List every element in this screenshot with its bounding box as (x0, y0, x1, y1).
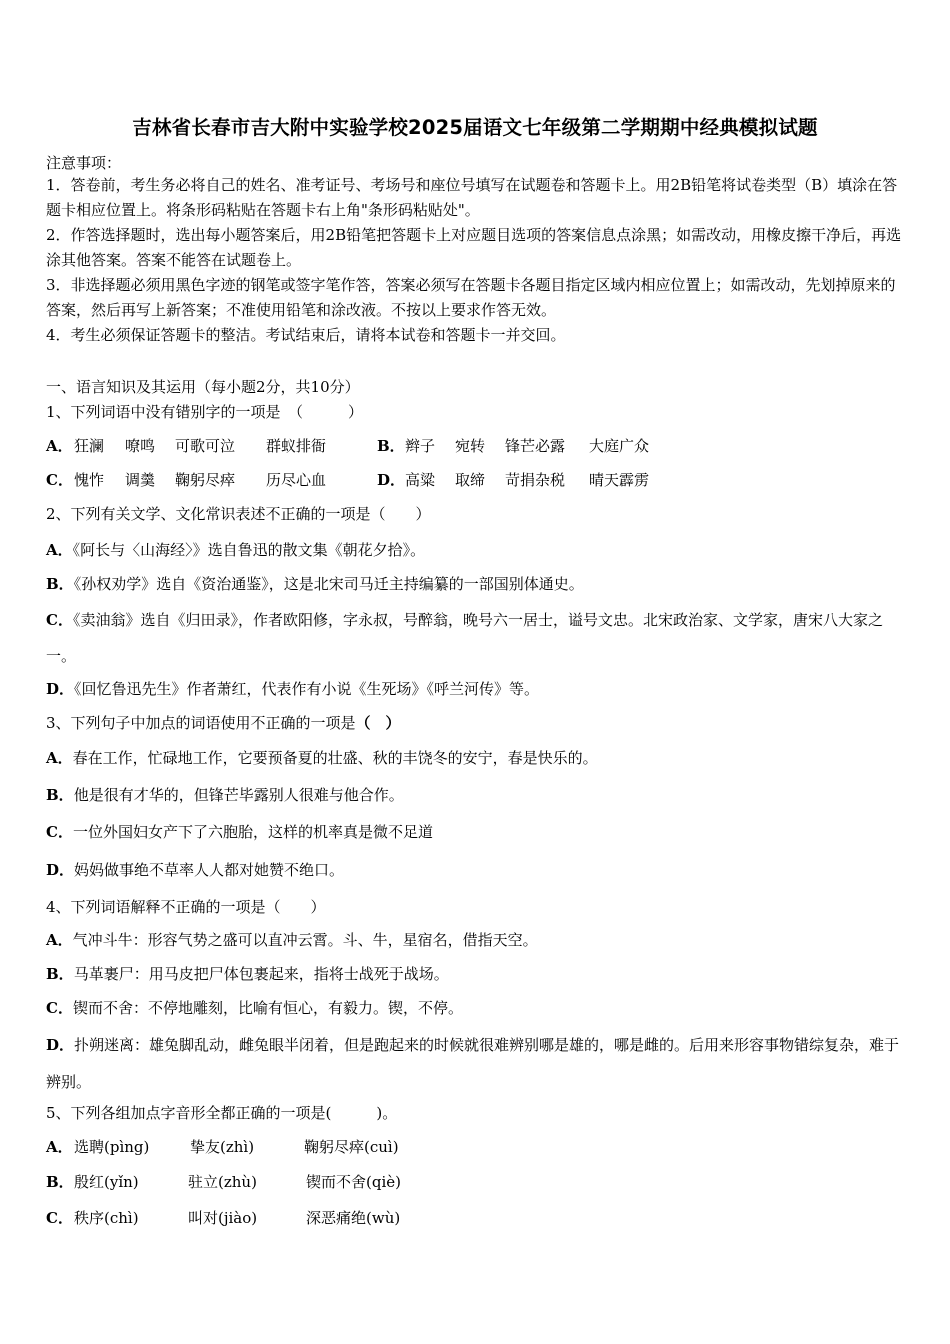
q1-d-word-1: 高粱 (405, 471, 436, 489)
q1-c-label: C． (46, 471, 73, 489)
q2-d-label: D． (46, 680, 75, 698)
q4-b-text: 马革裹尸：用马皮把尸体包裹起来，指将士战死于战场。 (73, 965, 449, 983)
q3-option-c (46, 821, 433, 842)
q3-option-a (46, 747, 598, 768)
q1-d-word-3: 苛捐杂税 (505, 471, 566, 489)
notice-item-1: 1．答卷前，考生务必将自己的姓名、准考证号、考场号和座位号填写在试题卷和答题卡上。用2B铅笔将试卷类型（B）填涂在答题卡相应位置上。将条形码粘贴在答题卡右上角"条形码粘贴处"。 (46, 176, 898, 219)
q4-option-a (46, 929, 538, 950)
q3-c-label: C． (46, 823, 73, 841)
q1-b-word-3: 锋芒必露 (505, 437, 566, 455)
q3-a-label: A． (46, 749, 73, 767)
q2-option-b (46, 573, 584, 594)
q3-option-b (46, 784, 404, 805)
q1-a-word-4: 群蚁排衙 (266, 437, 327, 455)
q1-d-label: D． (377, 471, 406, 489)
q4-c-label: C． (46, 999, 73, 1017)
q1-b-word-4: 大庭广众 (589, 437, 650, 455)
q5-a-word-3: 鞠躬尽瘁(cuì) (304, 1138, 399, 1156)
q3-option-d (46, 859, 344, 880)
notice-heading: 注意事项： (46, 154, 122, 172)
q2-c-label: C． (46, 611, 73, 629)
q2-option-a (46, 539, 425, 560)
q3-stem (46, 712, 401, 733)
q5-c-word-3: 深恶痛绝(wù) (306, 1209, 401, 1227)
notice-item-2: 2．作答选择题时，选出每小题答案后，用2B铅笔把答题卡上对应题目选项的答案信息点涂黑；如需改动，用橡皮擦干净后，再选涂其他答案。答案不能答在试题卷上。 (46, 226, 902, 269)
q1-stem: 1、下列词语中没有错别字的一项是 （ ） (46, 403, 364, 421)
q4-a-label: A． (46, 931, 73, 949)
q1-b-word-1: 辫子 (405, 437, 436, 455)
q5-a-label: A． (46, 1138, 73, 1156)
q2-option-d (46, 678, 539, 699)
q3-a-text: 春在工作，忙碌地工作，它要预备夏的壮盛、秋的丰饶冬的安宁，春是快乐的。 (72, 749, 598, 767)
q5-c-word-2: 叫对(jiào) (188, 1209, 258, 1227)
q4-c-text: 锲而不舍：不停地雕刻，比喻有恒心，有毅力。锲，不停。 (72, 999, 463, 1017)
q3-b-text: 他是很有才华的，但锋芒毕露别人很难与他合作。 (73, 786, 404, 804)
q1-a-word-2: 嘹鸣 (125, 437, 156, 455)
q1-a-word-1: 狂澜 (74, 437, 105, 455)
q3-paren: （ ） (355, 714, 401, 732)
q2-a-label: A． (46, 541, 73, 559)
q4-stem: 4、下列词语解释不正确的一项是（ ） (46, 898, 326, 916)
q1-c-word-1: 愧怍 (74, 471, 105, 489)
q4-a-text: 气冲斗牛：形容气势之盛可以直冲云霄。斗、牛，星宿名，借指天空。 (72, 931, 538, 949)
q4-option-d (46, 1027, 906, 1101)
q5-a-word-1: 选聘(pìng) (74, 1138, 150, 1156)
q3-stem-text: 3、下列句子中加点的词语使用不正确的一项是 (46, 714, 356, 732)
q5-b-word-3: 锲而不舍(qiè) (306, 1173, 401, 1191)
q2-a-text: 《阿长与〈山海经〉》选自鲁迅的散文集《朝花夕拾》。 (72, 541, 426, 559)
q2-stem: 2、下列有关文学、文化常识表述不正确的一项是（ ） (46, 505, 431, 523)
q4-option-b (46, 963, 449, 984)
q4-b-label: B． (46, 965, 74, 983)
q4-option-c (46, 997, 463, 1018)
q1-a-label: A． (46, 437, 73, 455)
q2-d-text: 《回忆鲁迅先生》作者萧红，代表作有小说《生死场》《呼兰河传》等。 (74, 680, 540, 698)
q1-d-word-4: 晴天霹雳 (589, 471, 650, 489)
notice-item-4: 4．考生必须保证答题卡的整洁。考试结束后，请将本试卷和答题卡一并交回。 (46, 326, 566, 344)
q4-d-text: 扑朔迷离：雄兔脚乱动，雌兔眼半闭着，但是跑起来的时候就很难辨别哪是雄的，哪是雌的。后用来形容事物错综复杂，难于辨别。 (46, 1036, 900, 1091)
q4-d-label: D． (46, 1036, 75, 1054)
q1-b-word-2: 宛转 (455, 437, 486, 455)
q5-stem: 5、下列各组加点字音形全都正确的一项是( )。 (46, 1104, 398, 1122)
q1-c-word-2: 调羹 (125, 471, 156, 489)
q3-d-text: 妈妈做事绝不草率人人都对她赞不绝口。 (74, 861, 345, 879)
q5-b-word-1: 殷红(yǐn) (74, 1173, 139, 1191)
q2-c-text: 《卖油翁》选自《归田录》，作者欧阳修，字永叔，号醉翁，晚号六一居士，谥号文忠。北宋政治家、文学家，唐宋八大家之一。 (46, 611, 883, 665)
notice-item-3: 3．非选择题必须用黑色字迹的钢笔或签字笔作答，答案必须写在答题卡各题目指定区域内相应位置上；如需改动，先划掉原来的答案，然后再写上新答案；不准使用铅笔和涂改液。不按以上要求作答无效。 (46, 276, 896, 319)
q5-a-word-2: 挚友(zhì) (190, 1138, 255, 1156)
q5-b-word-2: 驻立(zhù) (188, 1173, 257, 1191)
q3-d-label: D． (46, 861, 75, 879)
q5-b-label: B． (46, 1173, 74, 1191)
q1-d-word-2: 取缔 (455, 471, 486, 489)
q1-c-word-3: 鞠躬尽瘁 (175, 471, 236, 489)
q3-c-text: 一位外国妇女产下了六胞胎，这样的机率真是微不足道 (72, 823, 433, 841)
q5-c-word-1: 秩序(chì) (74, 1209, 139, 1227)
q1-a-word-3: 可歌可泣 (175, 437, 236, 455)
q2-b-label: B． (46, 575, 74, 593)
q2-b-text: 《孙权劝学》选自《资治通鉴》，这是北宋司马迁主持编纂的一部国别体通史。 (73, 575, 584, 593)
q1-b-label: B． (377, 437, 405, 455)
q5-c-label: C． (46, 1209, 73, 1227)
page-title: 吉林省长春市吉大附中实验学校2025届语文七年级第二学期期中经典模拟试题 (132, 116, 818, 139)
section-heading: 一、语言知识及其运用（每小题2分，共10分） (46, 378, 360, 396)
q1-c-word-4: 历尽心血 (266, 471, 327, 489)
q2-option-c (46, 602, 906, 674)
q3-b-label: B． (46, 786, 74, 804)
